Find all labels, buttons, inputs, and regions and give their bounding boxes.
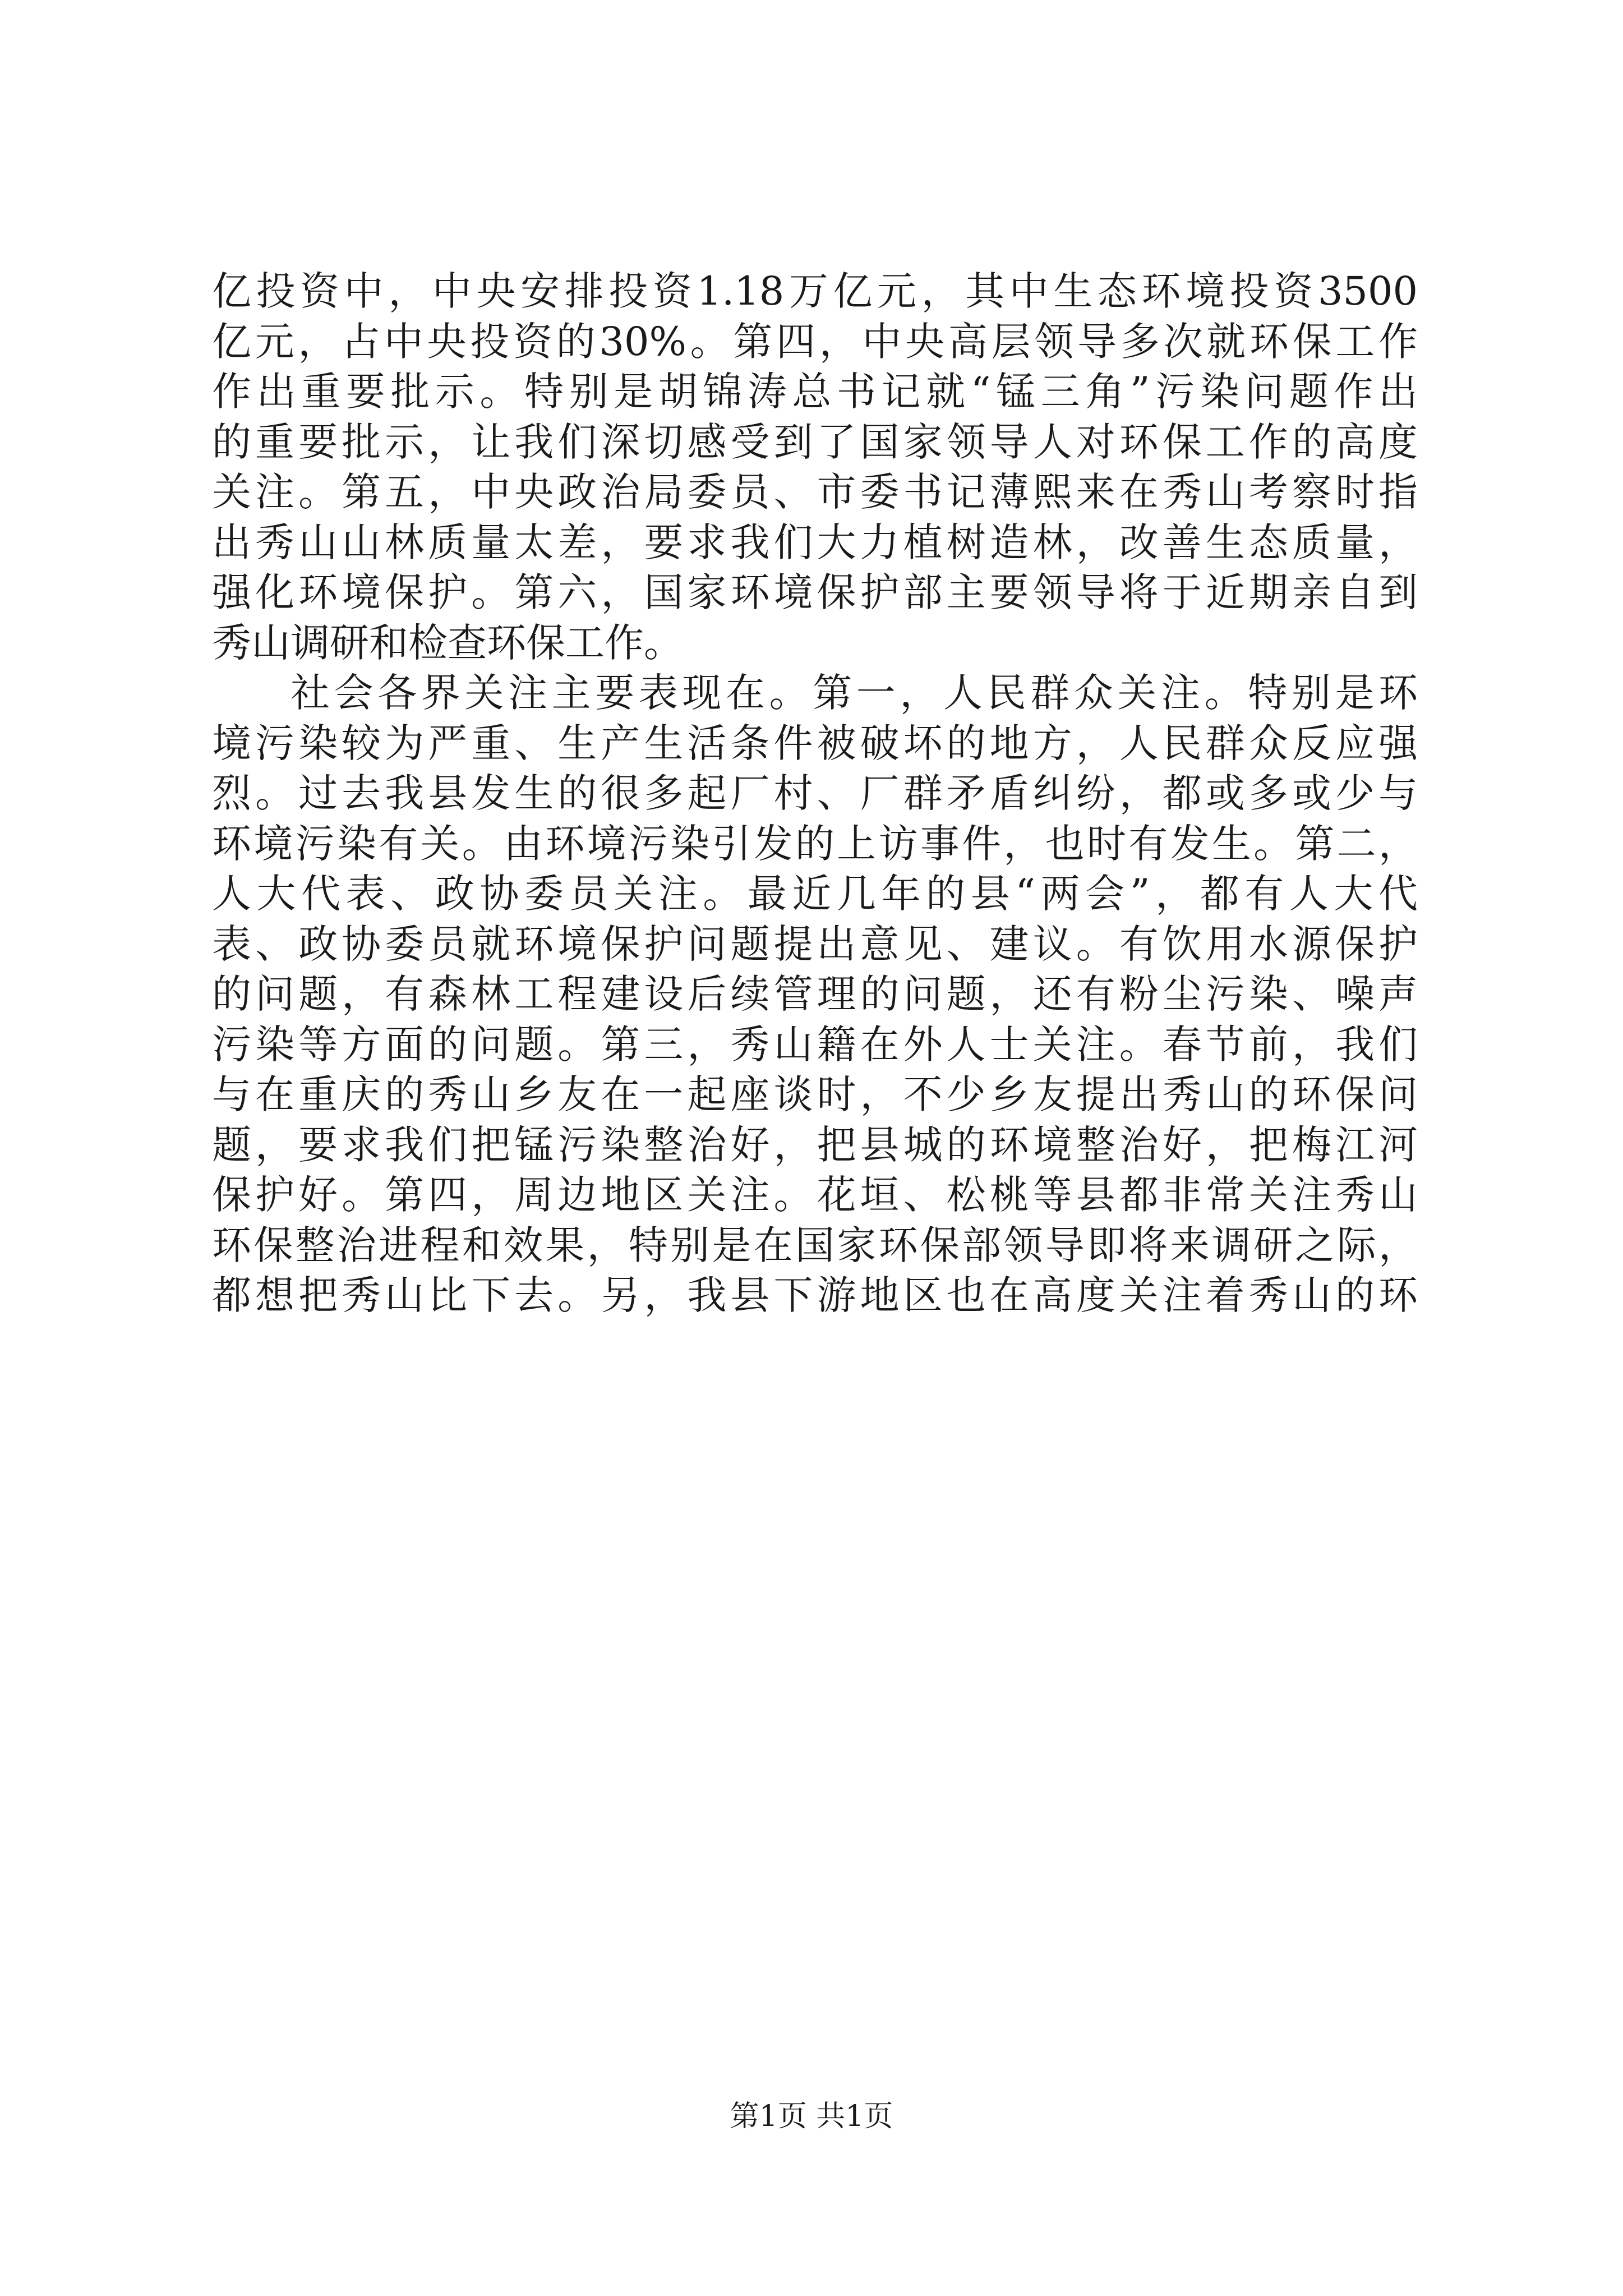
text-line: 都想把秀山比下去。另，我县下游地区也在高度关注着秀山的环: [212, 1272, 1418, 1318]
paragraph-2: [212, 668, 1418, 1321]
text-line: 与在重庆的秀山乡友在一起座谈时，不少乡友提出秀山的环保问: [212, 1071, 1418, 1117]
document-body: [212, 266, 1418, 1321]
text-line: 表、政协委员就环境保护问题提出意见、建议。有饮用水源保护: [212, 921, 1418, 967]
text-line: 保护好。第四，周边地区关注。花垣、松桃等县都非常关注秀山: [212, 1172, 1418, 1218]
text-line: 亿元，占中央投资的30%。第四，中央高层领导多次就环保工作: [212, 318, 1418, 365]
text-line: 污染等方面的问题。第三，秀山籍在外人士关注。春节前，我们: [212, 1021, 1418, 1068]
text-line: 环境污染有关。由环境污染引发的上访事件，也时有发生。第二，: [212, 820, 1418, 867]
text-line: 题，要求我们把锰污染整治好，把县城的环境整治好，把梅江河: [212, 1121, 1418, 1168]
text-line: 环保整治进程和效果，特别是在国家环保部领导即将来调研之际，: [212, 1222, 1418, 1268]
text-line: 的问题，有森林工程建设后续管理的问题，还有粉尘污染、噪声: [212, 971, 1418, 1017]
text-line: 人大代表、政协委员关注。最近几年的县“两会”，都有人大代: [212, 871, 1418, 917]
text-line: 亿投资中，中央安排投资1.18万亿元，其中生态环境投资3500: [212, 268, 1418, 314]
text-line: 关注。第五，中央政治局委员、市委书记薄熙来在秀山考察时指: [212, 469, 1418, 515]
page-number-footer: 第1页 共1页: [730, 2100, 893, 2133]
text-line: 社会各界关注主要表现在。第一，人民群众关注。特别是环: [291, 670, 1418, 716]
text-line: 秀山调研和检查环保工作。: [212, 619, 683, 666]
text-line: 的重要批示，让我们深切感受到了国家领导人对环保工作的高度: [212, 418, 1418, 465]
text-line: 烈。过去我县发生的很多起厂村、厂群矛盾纠纷，都或多或少与: [212, 770, 1418, 816]
text-line: 境污染较为严重、生产生活条件被破坏的地方，人民群众反应强: [212, 720, 1418, 766]
text-line: 出秀山山林质量太差，要求我们大力植树造林，改善生态质量，: [212, 519, 1418, 565]
text-line: 作出重要批示。特别是胡锦涛总书记就“锰三角”污染问题作出: [212, 369, 1418, 415]
paragraph-1: [212, 266, 1418, 668]
text-line: 强化环境保护。第六，国家环境保护部主要领导将于近期亲自到: [212, 569, 1418, 615]
